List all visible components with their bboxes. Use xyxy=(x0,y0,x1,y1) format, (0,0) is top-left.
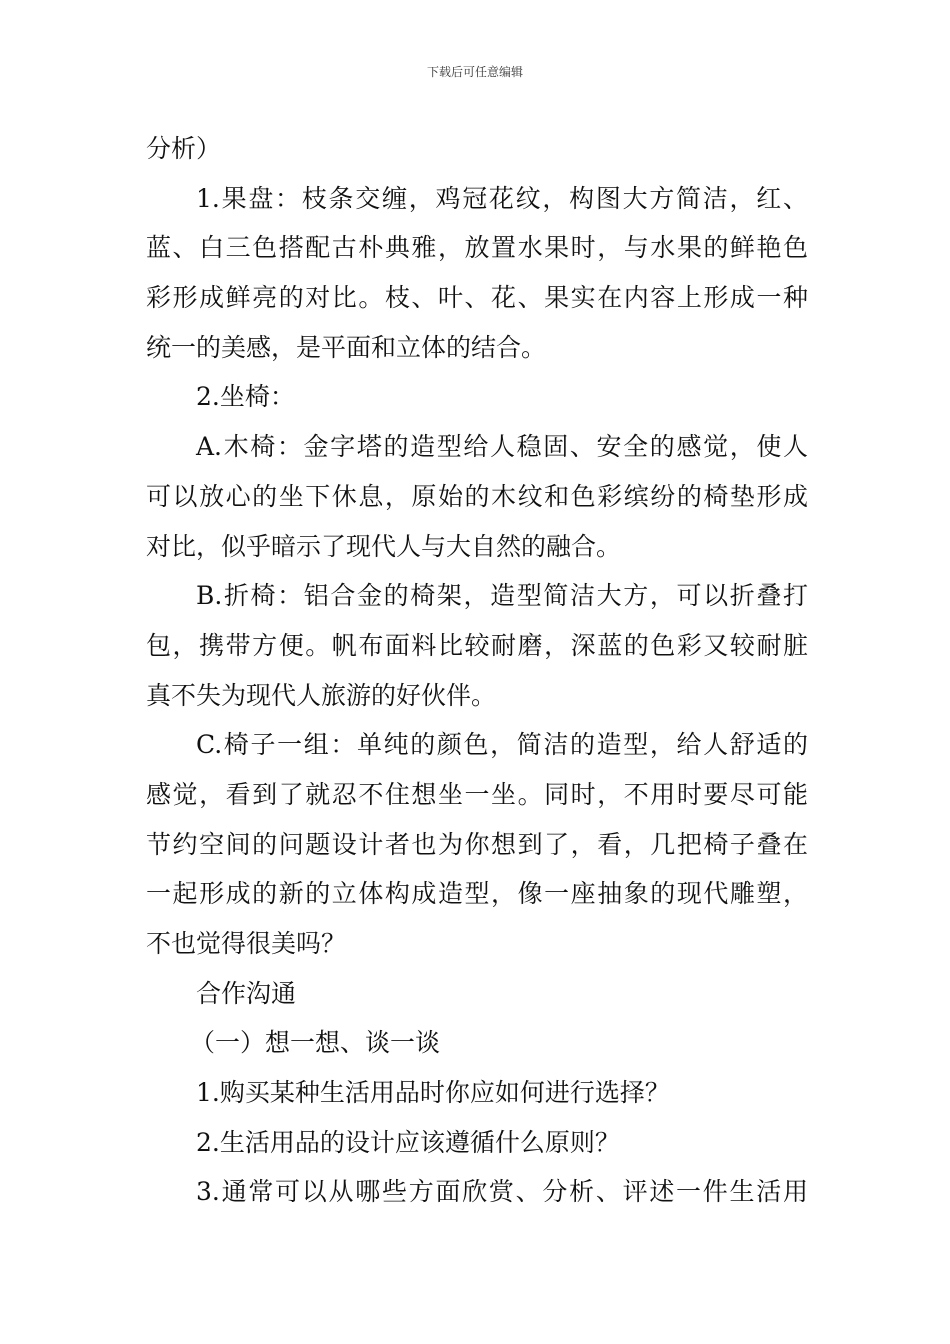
text-line: 节约空间的问题设计者也为你想到了，看，几把椅子叠在 xyxy=(146,829,808,859)
question-item: 2.生活用品的设计应该遵循什么原则？ xyxy=(196,1127,620,1157)
text-line: 包，携带方便。帆布面料比较耐磨，深蓝的色彩又较耐脏 xyxy=(146,630,808,660)
text-line: 蓝、白三色搭配古朴典雅，放置水果时，与水果的鲜艳色 xyxy=(146,233,808,263)
section-heading: 合作沟通 xyxy=(196,978,297,1008)
text-line: 感觉，看到了就忍不住想坐一坐。同时，不用时要尽可能 xyxy=(146,779,808,809)
page-header: 下载后可任意编辑 xyxy=(426,65,523,79)
text-line: A.木椅：金字塔的造型给人稳固、安全的感觉，使人 xyxy=(196,432,808,462)
text-line: 真不失为现代人旅游的好伙伴。 xyxy=(146,680,497,710)
text-line: 统一的美感，是平面和立体的结合。 xyxy=(146,332,547,362)
text-line: 2.坐椅： xyxy=(196,382,295,412)
text-line: 1.果盘：枝条交缠，鸡冠花纹，构图大方简洁，红、 xyxy=(196,183,808,213)
text-line: 对比，似乎暗示了现代人与大自然的融合。 xyxy=(146,531,622,561)
text-line: 可以放心的坐下休息，原始的木纹和色彩缤纷的椅垫形成 xyxy=(146,481,808,511)
text-line: B.折椅：铝合金的椅架，造型简洁大方，可以折叠打 xyxy=(196,581,808,611)
question-item: 1.购买某种生活用品时你应如何进行选择？ xyxy=(196,1078,670,1108)
question-item: 3.通常可以从哪些方面欣赏、分析、评述一件生活用 xyxy=(196,1177,808,1207)
text-line: 不也觉得很美吗？ xyxy=(146,929,347,958)
text-line: 彩形成鲜亮的对比。枝、叶、花、果实在内容上形成一种 xyxy=(146,283,808,313)
text-line: 一起形成的新的立体构成造型，像一座抽象的现代雕塑， xyxy=(146,879,808,909)
text-line: C.椅子一组：单纯的颜色，简洁的造型，给人舒适的 xyxy=(196,730,808,760)
text-line: 分析） xyxy=(146,134,222,163)
body-text xyxy=(146,124,808,1217)
subsection-heading: （一）想一想、谈一谈 xyxy=(190,1028,441,1058)
